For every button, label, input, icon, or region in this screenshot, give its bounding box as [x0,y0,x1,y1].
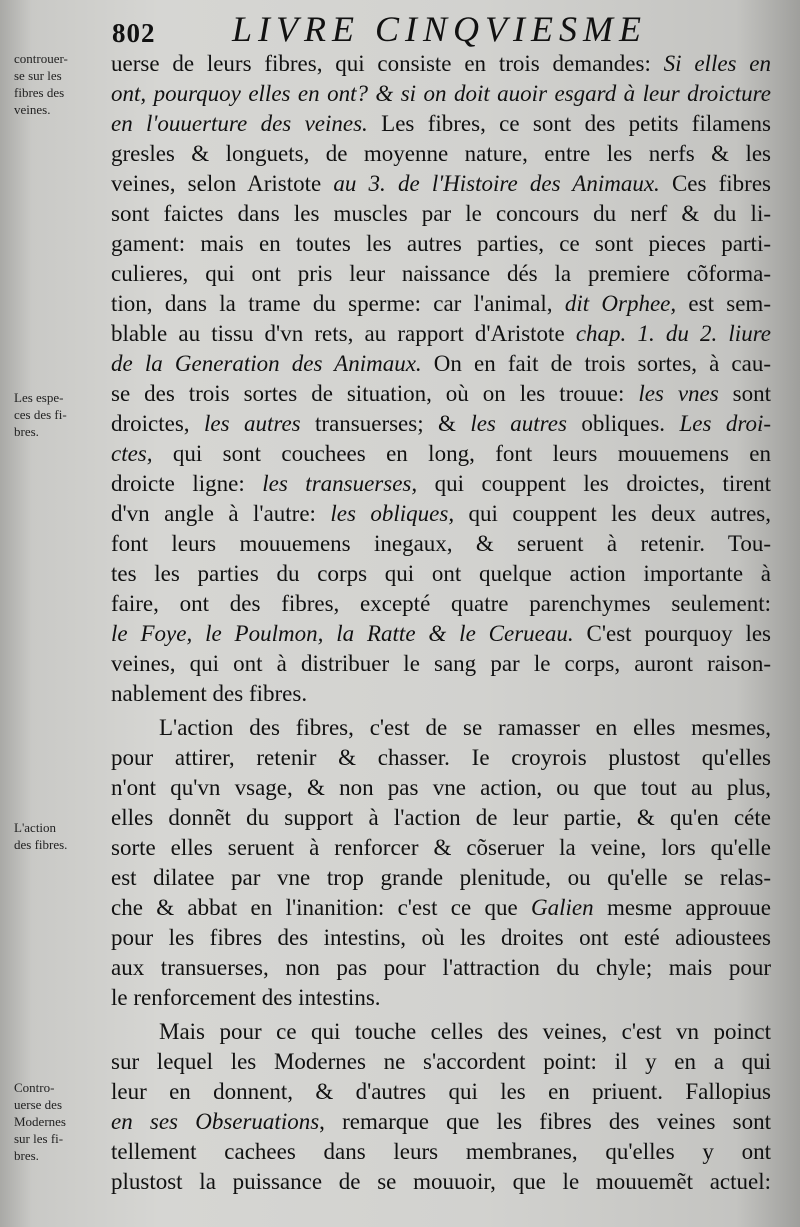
text-line [111,379,771,409]
page-number: 802 [112,18,156,48]
roman-text: nablement des fibres. [111,681,308,706]
roman-text: uerse de leurs fibres, qui consiste en trois demandes: [111,51,664,76]
roman-text: font leurs mouuemens inegaux, & seruent à retenir. Tou- [111,531,771,556]
roman-text: Ces fibres [659,171,771,196]
text-line [111,169,771,199]
text-line [111,109,771,139]
margin-note-line: bres. [14,1148,39,1163]
text-line [111,589,771,619]
margin-note-line: se sur les [14,68,62,83]
text-line [111,559,771,589]
roman-text: droicte ligne: [111,471,263,496]
roman-text: gament: mais en toutes les autres parties, ce sont pieces parti- [111,231,771,256]
roman-text: est sem- [676,291,771,316]
text-line [111,1077,771,1107]
margin-note-line: Les espe- [14,390,64,405]
text-line [111,713,771,743]
roman-text: qui couppent les droictes, tirent [417,471,771,496]
text-line [111,983,771,1013]
text-line [111,529,771,559]
text-line [111,833,771,863]
roman-text: leur en donnent, & d'autres qui les en priuent. Fallopius [111,1079,771,1104]
margin-note-line: Modernes [14,1114,66,1129]
margin-note [14,389,108,440]
italic-text: ctes, [111,441,153,466]
italic-text: le Foye, le Poulmon, la Ratte & le Cerueau. [111,621,574,646]
roman-text: d'vn angle à l'autre: [111,501,331,526]
italic-text: les autres [470,411,567,436]
italic-text: dit Orphee, [564,291,677,316]
margin-note-line: sur les fi- [14,1131,64,1146]
text-line [111,79,771,109]
italic-text: en ses Obseruations [111,1109,320,1134]
italic-text: les obliques, [330,501,455,526]
text-line [111,349,771,379]
roman-text: tes les parties du corps qui ont quelque action importante à [111,561,771,586]
text-line [111,649,771,679]
italic-text: Si elles en [663,51,771,76]
italic-text: Galien [531,895,594,920]
text-line [111,469,771,499]
text-line [111,499,771,529]
margin-note-line: L'action [14,820,57,835]
margin-note-line: des fibres. [14,837,68,852]
roman-text: faire, ont des fibres, excepté quatre parenchymes seulement: [111,591,771,616]
roman-text: C'est pourquoy les [573,621,772,646]
italic-text: Les droi- [679,411,771,436]
text-line [111,863,771,893]
roman-text: obliques. [566,411,680,436]
roman-text: pour les fibres des intestins, où les droites ont esté adioustees [111,925,771,950]
text-line [111,803,771,833]
roman-text: culieres, qui ont pris leur naissance dés la premiere cõforma- [111,261,771,286]
margin-note [14,50,108,118]
text-line [111,439,771,469]
margin-note-line: ces des fi- [14,407,67,422]
text-line [111,1107,771,1137]
text-line [111,1167,771,1197]
roman-text: che & abbat en l'inanition: c'est ce que [111,895,532,920]
text-line [111,409,771,439]
text-line [111,1137,771,1167]
roman-text: qui couppent les deux autres, [454,501,771,526]
text-line [111,953,771,983]
text-line [111,229,771,259]
italic-text: les transuerses, [262,471,418,496]
text-line [111,49,771,79]
roman-text: aux transuerses, non pas pour l'attraction du chyle; mais pour [111,955,771,980]
margin-note [14,1079,108,1164]
roman-text: le renforcement des intestins. [111,985,381,1010]
roman-text: veines, qui ont à distribuer le sang par le corps, auront raison- [111,651,771,676]
roman-text: veines, selon Aristote [111,171,334,196]
text-line [111,743,771,773]
roman-text: se des trois sortes de situation, où on les trouue: [111,381,639,406]
running-head: LIVRE CINQVIESME [232,9,647,49]
roman-text: sorte elles seruent à renforcer & cõseruer la veine, lors qu'elle [111,835,771,860]
text-line [111,1017,771,1047]
roman-text: transuerses; & [300,411,471,436]
text-line [111,773,771,803]
page-header [0,4,800,48]
margin-notes [0,0,108,1227]
text-line [111,259,771,289]
italic-text: ont, pourquoy elles en ont? & si on doit auoir esgard à leur droicture [111,81,771,106]
text-line [111,619,771,649]
italic-text: de la Generation des Animaux. [111,351,422,376]
roman-text: , remarque que les fibres des veines sont [319,1109,772,1134]
italic-text: les autres [203,411,301,436]
roman-text: mesme approuue [593,895,771,920]
roman-text: Les fibres, ce sont des petits filamens [367,111,771,136]
text-line [111,289,771,319]
margin-note-line: Contro- [14,1080,55,1095]
roman-text: qui sont couchees en long, font leurs mouuemens en [152,441,771,466]
text-line [111,893,771,923]
roman-text: droictes, [111,411,204,436]
margin-note-line: controuer- [14,51,68,66]
roman-text: elles donnẽt du support à l'action de leur partie, & qu'en céte [111,805,771,830]
roman-text: n'ont qu'vn vsage, & non pas vne action, ou que tout au plus, [111,775,771,800]
roman-text: On en fait de trois sortes, à cau- [421,351,771,376]
text-line [111,199,771,229]
roman-text: blable au tissu d'vn rets, au rapport d'Aristote [111,321,576,346]
roman-text: tellement cachees dans leurs membranes, qu'elles y ont [111,1139,771,1164]
text-line [111,1047,771,1077]
italic-text: les vnes [638,381,719,406]
body-text [111,49,771,1197]
text-line [111,679,771,709]
roman-text: sur lequel les Modernes ne s'accordent point: il y en a qui [111,1049,771,1074]
roman-text: gresles & longuets, de moyenne nature, entre les nerfs & les [111,141,771,166]
roman-text: est dilatee par vne trop grande plenitude, ou qu'elle se relas- [111,865,771,890]
margin-note-line: fibres des [14,85,65,100]
text-line [111,923,771,953]
roman-text: sont faictes dans les muscles par le concours du nerf & du li- [111,201,771,226]
text-line [111,319,771,349]
roman-text: sont [718,381,772,406]
margin-note-line: bres. [14,424,39,439]
roman-text: pour attirer, retenir & chasser. Ie croyrois plustost qu'elles [111,745,771,770]
text-line [111,139,771,169]
roman-text: Mais pour ce qui touche celles des veines, c'est vn poinct [159,1019,771,1044]
italic-text: en l'ouuerture des veines. [111,111,368,136]
margin-note-line: uerse des [14,1097,63,1112]
roman-text: plustost la puissance de se mouuoir, que le mouuemẽt actuel: [111,1169,771,1194]
margin-note [14,819,108,853]
italic-text: chap. 1. du 2. liure [575,321,772,346]
roman-text: L'action des fibres, c'est de se ramasser en elles mesmes, [159,715,771,740]
roman-text: tion, dans la trame du sperme: car l'animal, [111,291,565,316]
italic-text: au 3. de l'Histoire des Animaux. [333,171,660,196]
margin-note-line: veines. [14,102,51,117]
